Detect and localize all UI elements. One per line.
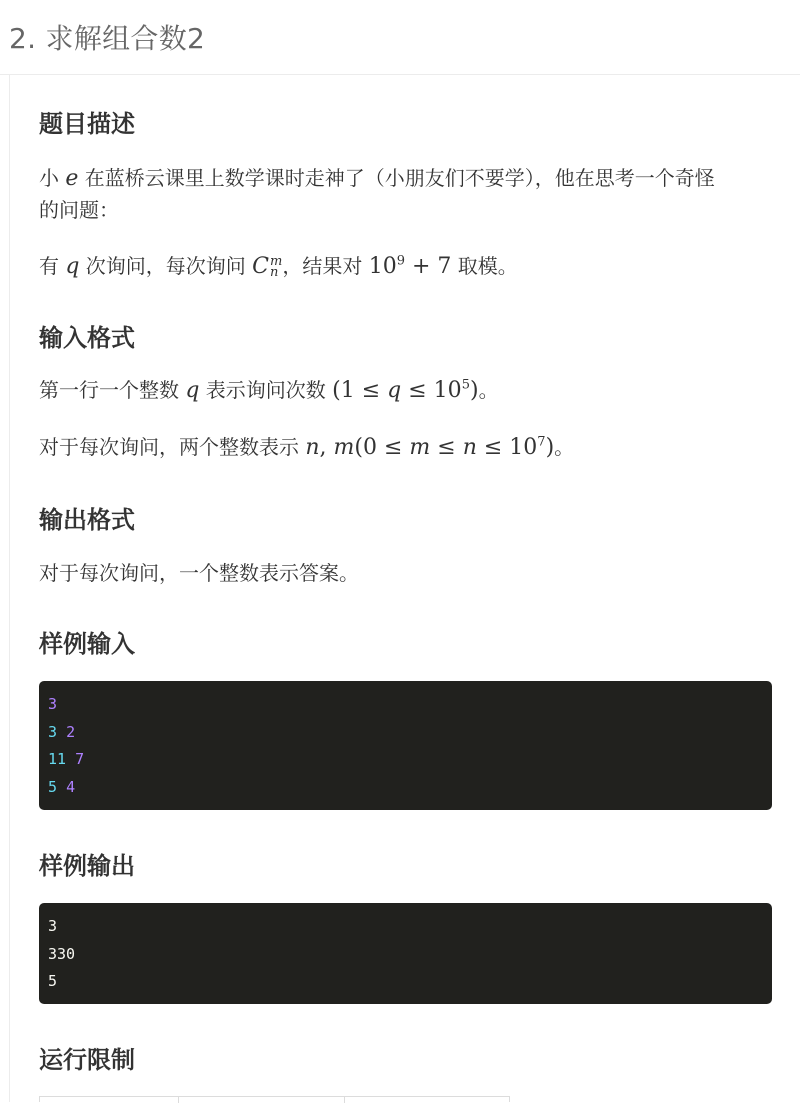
output-format-line-1: 对于每次询问，一个整数表示答案。 [39,561,359,585]
output-format-heading: 输出格式 [39,506,135,534]
page-title: 2. 求解组合数2 [9,22,206,55]
code-line: 11 7 [48,750,85,768]
table-column-divider [178,1097,179,1103]
description-heading: 题目描述 [39,110,135,138]
sample-input-code-block [39,681,772,810]
sample-output-code-block [39,903,772,1004]
page-header [0,0,800,75]
input-format-line-2: 对于每次询问，两个整数表示 n, $m(0 \le m \le n \le 10^7)$。 [39,434,575,460]
code-line: 5 4 [48,777,76,796]
code-line: 3 [48,695,58,713]
code-line: 5 [48,972,58,990]
input-format-heading: 输入格式 [39,324,135,352]
code-line: 3 [48,917,58,935]
limits-heading: 运行限制 [39,1046,135,1074]
description-paragraph-1-cont: 的问题： [39,198,119,222]
table-column-divider [344,1097,345,1103]
sample-output-heading: 样例输出 [39,852,135,880]
code-line: 3 2 [48,722,76,741]
input-format-line-1: 第一行一个整数 q 表示询问次数 $(1 \le q \le 10^5)$。 [39,377,499,403]
description-paragraph-2: 有 q 次询问，每次询问 C m n ，结果对 $10^9 + 7$ 取模。 [39,253,518,280]
sample-input-heading: 样例输入 [39,630,135,658]
description-paragraph-1: 小 e 在蓝桥云课里上数学课时走神了（小朋友们不要学），他在思考一个奇怪 [39,166,715,191]
code-line: 330 [48,944,76,963]
limits-table [39,1096,510,1102]
